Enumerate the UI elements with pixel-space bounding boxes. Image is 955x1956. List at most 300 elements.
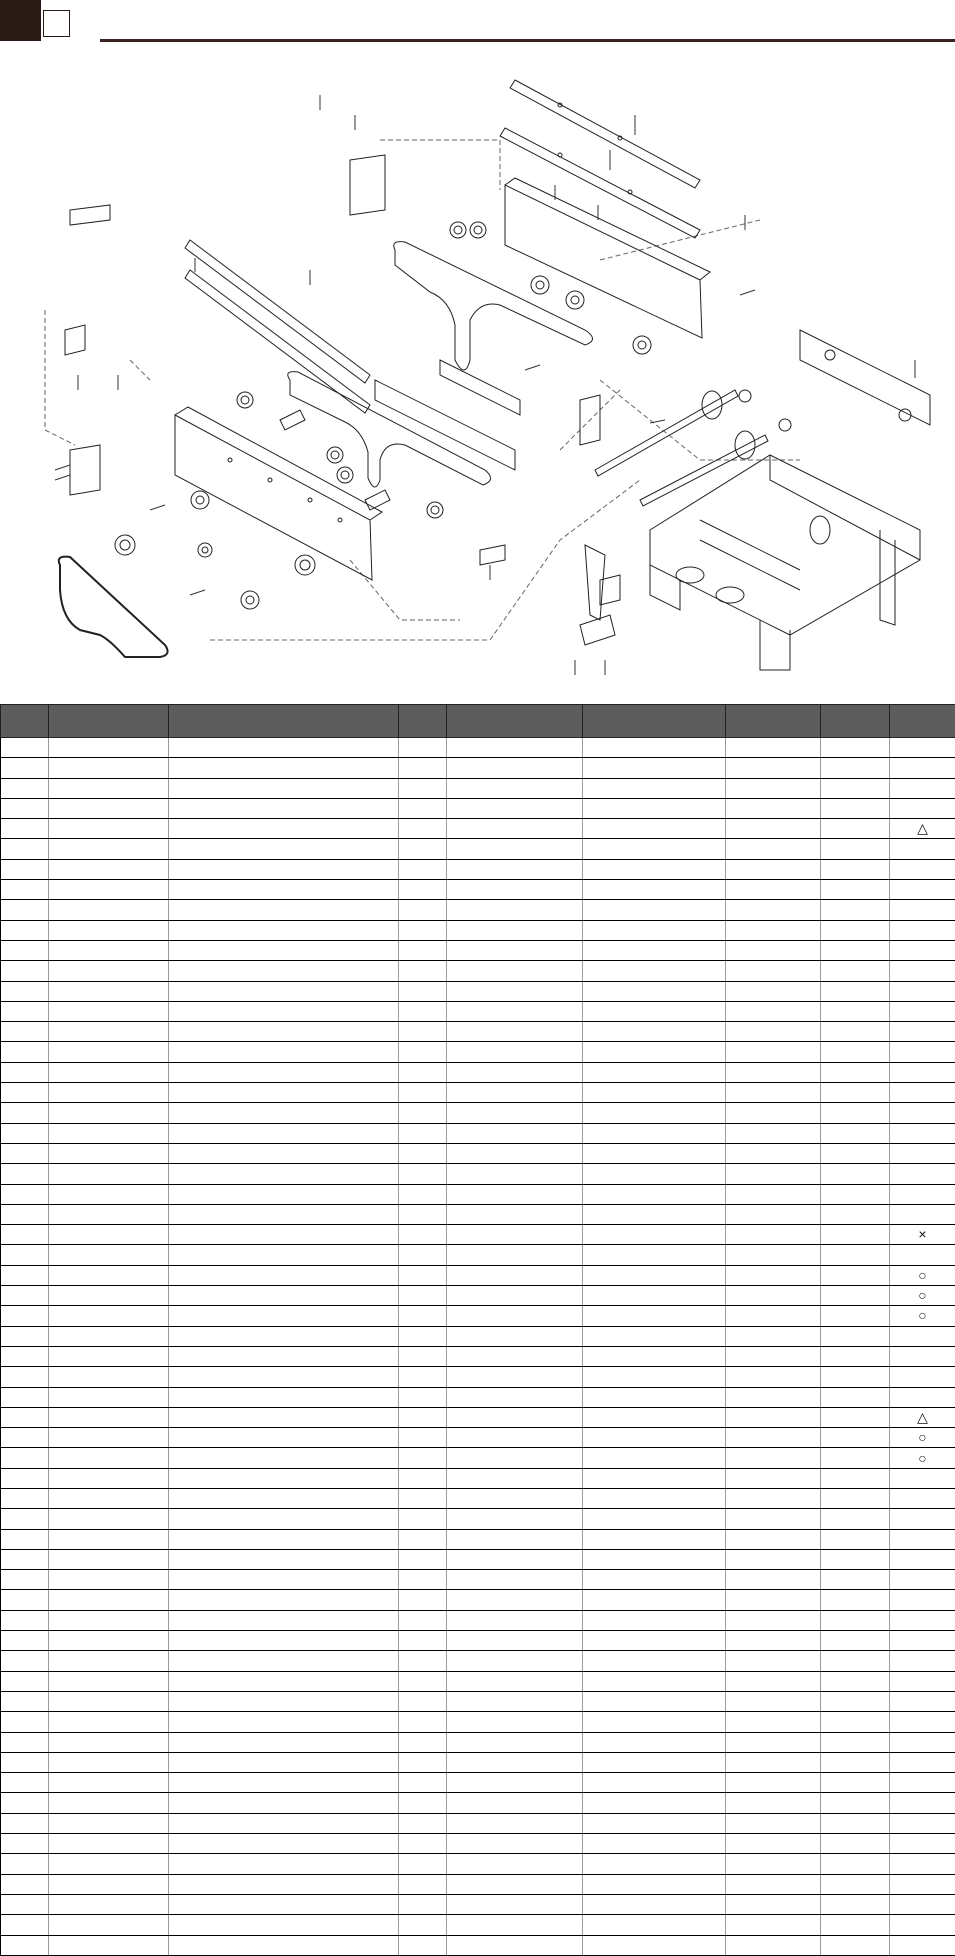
table-cell	[726, 920, 821, 940]
table-cell	[726, 1509, 821, 1529]
table-cell	[1, 738, 49, 758]
table-cell	[890, 1387, 955, 1407]
table-row	[1, 1854, 955, 1874]
table-cell	[49, 1286, 169, 1306]
table-cell	[169, 1326, 399, 1346]
column-header	[447, 705, 583, 738]
table-cell	[1, 981, 49, 1001]
table-cell	[399, 1164, 447, 1184]
table-cell	[821, 778, 890, 798]
table-cell	[49, 1631, 169, 1651]
table-cell	[399, 1509, 447, 1529]
table-cell	[49, 1468, 169, 1488]
table-cell	[49, 1874, 169, 1894]
table-cell	[399, 1407, 447, 1427]
table-row	[1, 1245, 955, 1265]
table-cell	[169, 1813, 399, 1833]
table-row	[1, 1509, 955, 1529]
table-cell	[169, 1549, 399, 1569]
table-cell	[821, 880, 890, 900]
table-cell	[821, 1103, 890, 1123]
table-cell	[583, 1346, 726, 1366]
table-cell	[726, 738, 821, 758]
table-row	[1, 1225, 955, 1245]
table-cell	[1, 1834, 49, 1854]
table-cell	[169, 1732, 399, 1752]
table-cell	[399, 1143, 447, 1163]
table-cell	[49, 1225, 169, 1245]
table-cell	[1, 1631, 49, 1651]
table-cell	[583, 1448, 726, 1468]
motor-mount-brackets	[65, 155, 620, 605]
table-cell	[447, 1509, 583, 1529]
table-cell	[49, 1407, 169, 1427]
table-cell	[890, 900, 955, 920]
table-cell	[1, 1083, 49, 1103]
table-row	[1, 1286, 955, 1306]
table-row	[1, 1488, 955, 1508]
table-cell	[726, 1712, 821, 1732]
exploded-parts-diagram	[0, 60, 955, 680]
table-cell	[399, 819, 447, 839]
table-cell	[1, 1367, 49, 1387]
header-rule	[100, 39, 955, 42]
table-cell	[890, 1326, 955, 1346]
table-cell	[726, 1529, 821, 1549]
table-cell	[447, 1428, 583, 1448]
table-cell	[821, 1265, 890, 1285]
table-cell	[583, 1143, 726, 1163]
table-cell	[399, 1570, 447, 1590]
table-cell	[169, 839, 399, 859]
table-cell	[169, 1184, 399, 1204]
table-cell	[447, 1732, 583, 1752]
table-cell	[169, 1773, 399, 1793]
table-cell	[583, 1286, 726, 1306]
table-cell	[49, 1813, 169, 1833]
table-cell	[726, 1691, 821, 1711]
table-cell	[583, 1184, 726, 1204]
table-cell	[169, 1346, 399, 1366]
table-cell	[447, 1691, 583, 1711]
table-cell	[583, 1326, 726, 1346]
table-cell	[583, 1123, 726, 1143]
table-cell	[49, 981, 169, 1001]
table-cell	[399, 1712, 447, 1732]
table-row	[1, 1123, 955, 1143]
table-cell	[821, 1915, 890, 1935]
table-cell	[890, 940, 955, 960]
table-cell	[49, 1204, 169, 1224]
table-cell	[399, 1367, 447, 1387]
rollers	[280, 410, 390, 510]
table-row	[1, 1631, 955, 1651]
table-cell	[447, 859, 583, 879]
table-cell	[399, 1103, 447, 1123]
table-cell	[583, 1265, 726, 1285]
table-cell	[821, 1712, 890, 1732]
table-cell	[447, 1306, 583, 1326]
table-cell	[1, 1245, 49, 1265]
table-cell	[399, 1286, 447, 1306]
table-cell	[821, 1387, 890, 1407]
table-cell	[1, 961, 49, 981]
table-cell	[1, 900, 49, 920]
table-cell	[49, 1894, 169, 1914]
table-cell	[821, 738, 890, 758]
column-header	[890, 705, 955, 738]
table-cell	[821, 1123, 890, 1143]
table-cell	[399, 900, 447, 920]
table-cell	[726, 778, 821, 798]
status-mark: ×	[918, 1226, 926, 1242]
table-cell	[399, 1123, 447, 1143]
table-cell	[447, 880, 583, 900]
table-row	[1, 1793, 955, 1813]
table-cell	[890, 1549, 955, 1569]
table-cell	[821, 1042, 890, 1062]
table-cell	[49, 1001, 169, 1021]
table-cell	[169, 1143, 399, 1163]
table-cell	[821, 859, 890, 879]
column-header	[726, 705, 821, 738]
table-cell	[890, 819, 955, 839]
table-cell	[821, 1671, 890, 1691]
table-cell	[447, 1001, 583, 1021]
table-cell	[726, 1793, 821, 1813]
table-cell	[447, 1022, 583, 1042]
table-cell	[447, 778, 583, 798]
table-cell	[890, 1306, 955, 1326]
table-row	[1, 839, 955, 859]
table-cell	[821, 1062, 890, 1082]
table-cell	[583, 1103, 726, 1123]
table-cell	[890, 1001, 955, 1021]
table-cell	[726, 1387, 821, 1407]
table-cell	[49, 798, 169, 818]
table-cell	[169, 1691, 399, 1711]
table-cell	[890, 1752, 955, 1772]
table-row	[1, 1184, 955, 1204]
table-cell	[399, 1001, 447, 1021]
table-cell	[447, 1874, 583, 1894]
table-cell	[890, 758, 955, 778]
table-cell	[399, 1935, 447, 1955]
table-cell	[821, 900, 890, 920]
table-cell	[49, 1691, 169, 1711]
table-cell	[49, 1448, 169, 1468]
table-row	[1, 1022, 955, 1042]
table-cell	[49, 1428, 169, 1448]
table-cell	[726, 940, 821, 960]
table-row	[1, 1894, 955, 1914]
table-cell	[1, 1184, 49, 1204]
table-cell	[447, 1570, 583, 1590]
table-cell	[821, 1631, 890, 1651]
table-cell	[49, 1854, 169, 1874]
table-cell	[169, 1935, 399, 1955]
table-cell	[169, 1752, 399, 1772]
table-cell	[821, 1691, 890, 1711]
table-cell	[583, 1631, 726, 1651]
left-guide-rails	[185, 240, 370, 413]
parts-table-body	[1, 738, 955, 1956]
table-cell	[1, 1874, 49, 1894]
table-cell	[1, 1610, 49, 1630]
table-cell	[399, 1225, 447, 1245]
table-cell	[1, 1813, 49, 1833]
table-row	[1, 819, 955, 839]
table-cell	[447, 1103, 583, 1123]
table-cell	[447, 1529, 583, 1549]
table-row	[1, 1549, 955, 1569]
table-cell	[49, 1570, 169, 1590]
table-cell	[399, 778, 447, 798]
status-mark: ○	[918, 1429, 926, 1445]
table-cell	[583, 1001, 726, 1021]
table-cell	[726, 1346, 821, 1366]
table-cell	[447, 1752, 583, 1772]
table-cell	[1, 1204, 49, 1224]
table-cell	[1, 1854, 49, 1874]
table-cell	[169, 940, 399, 960]
table-cell	[890, 1509, 955, 1529]
table-cell	[1, 940, 49, 960]
table-cell	[49, 1610, 169, 1630]
table-cell	[583, 798, 726, 818]
table-cell	[399, 1894, 447, 1914]
table-cell	[1, 798, 49, 818]
table-cell	[447, 1407, 583, 1427]
table-cell	[583, 1367, 726, 1387]
table-cell	[583, 1468, 726, 1488]
table-cell	[1, 1306, 49, 1326]
table-cell	[49, 1773, 169, 1793]
table-row	[1, 1367, 955, 1387]
table-cell	[399, 758, 447, 778]
table-cell	[399, 1813, 447, 1833]
table-cell	[1, 1022, 49, 1042]
table-cell	[821, 1286, 890, 1306]
table-cell	[447, 1184, 583, 1204]
table-cell	[169, 1834, 399, 1854]
table-cell	[726, 859, 821, 879]
table-cell	[726, 819, 821, 839]
table-cell	[399, 961, 447, 981]
table-cell	[399, 1671, 447, 1691]
table-cell	[1, 1671, 49, 1691]
table-row	[1, 738, 955, 758]
table-row	[1, 1610, 955, 1630]
table-cell	[447, 940, 583, 960]
table-cell	[447, 1083, 583, 1103]
table-cell	[169, 1529, 399, 1549]
table-cell	[726, 1265, 821, 1285]
table-cell	[49, 1935, 169, 1955]
table-cell	[49, 1245, 169, 1265]
table-cell	[890, 1143, 955, 1163]
table-row	[1, 1813, 955, 1833]
table-cell	[726, 1123, 821, 1143]
table-cell	[1, 1488, 49, 1508]
table-cell	[447, 1346, 583, 1366]
table-cell	[447, 1265, 583, 1285]
table-cell	[821, 1428, 890, 1448]
table-cell	[49, 1306, 169, 1326]
table-cell	[726, 961, 821, 981]
table-cell	[447, 1468, 583, 1488]
upper-timing-belt	[394, 242, 593, 370]
table-cell	[169, 1062, 399, 1082]
table-cell	[399, 798, 447, 818]
table-cell	[169, 1468, 399, 1488]
table-cell	[169, 819, 399, 839]
table-cell	[890, 1570, 955, 1590]
table-cell	[169, 1590, 399, 1610]
table-cell	[1, 880, 49, 900]
table-cell	[49, 1488, 169, 1508]
table-cell	[890, 1407, 955, 1427]
table-cell	[399, 859, 447, 879]
table-cell	[447, 1834, 583, 1854]
table-cell	[583, 1834, 726, 1854]
table-cell	[1, 1062, 49, 1082]
table-cell	[890, 798, 955, 818]
table-cell	[447, 738, 583, 758]
table-cell	[447, 1062, 583, 1082]
table-cell	[821, 819, 890, 839]
table-cell	[169, 1265, 399, 1285]
table-cell	[447, 1773, 583, 1793]
table-cell	[49, 1732, 169, 1752]
table-cell	[399, 738, 447, 758]
table-row	[1, 1428, 955, 1448]
table-cell	[169, 1570, 399, 1590]
table-cell	[583, 1915, 726, 1935]
table-cell	[821, 1164, 890, 1184]
table-cell	[583, 1651, 726, 1671]
table-cell	[821, 1610, 890, 1630]
table-cell	[49, 1164, 169, 1184]
table-cell	[821, 1874, 890, 1894]
table-cell	[169, 1204, 399, 1224]
table-cell	[447, 819, 583, 839]
table-cell	[169, 1387, 399, 1407]
table-cell	[890, 981, 955, 1001]
table-cell	[399, 1752, 447, 1772]
table-cell	[583, 1671, 726, 1691]
table-cell	[890, 1691, 955, 1711]
table-cell	[447, 1671, 583, 1691]
table-row	[1, 1834, 955, 1854]
table-cell	[399, 1834, 447, 1854]
table-cell	[890, 1854, 955, 1874]
table-cell	[821, 1529, 890, 1549]
table-cell	[821, 1488, 890, 1508]
table-cell	[1, 1103, 49, 1123]
table-cell	[726, 1428, 821, 1448]
table-cell	[583, 1245, 726, 1265]
table-row	[1, 1935, 955, 1955]
table-cell	[726, 1874, 821, 1894]
table-cell	[890, 1448, 955, 1468]
table-cell	[583, 1083, 726, 1103]
table-cell	[447, 920, 583, 940]
table-cell	[726, 1549, 821, 1569]
table-cell	[726, 1407, 821, 1427]
table-cell	[169, 981, 399, 1001]
table-cell	[49, 1651, 169, 1671]
table-cell	[49, 859, 169, 879]
table-cell	[583, 1813, 726, 1833]
table-cell	[821, 920, 890, 940]
table-cell	[447, 1915, 583, 1935]
table-cell	[399, 839, 447, 859]
table-cell	[399, 920, 447, 940]
table-cell	[583, 1204, 726, 1224]
table-row	[1, 1346, 955, 1366]
table-cell	[1, 1448, 49, 1468]
table-cell	[726, 1001, 821, 1021]
table-cell	[399, 1874, 447, 1894]
table-cell	[726, 1773, 821, 1793]
table-cell	[49, 1671, 169, 1691]
table-cell	[169, 1631, 399, 1651]
table-cell	[583, 1407, 726, 1427]
table-cell	[399, 1915, 447, 1935]
table-cell	[399, 1529, 447, 1549]
table-cell	[1, 1265, 49, 1285]
table-cell	[1, 920, 49, 940]
table-row	[1, 1083, 955, 1103]
table-cell	[1, 1123, 49, 1143]
table-cell	[1, 859, 49, 879]
table-cell	[169, 880, 399, 900]
table-cell	[1, 1773, 49, 1793]
table-cell	[447, 1610, 583, 1630]
table-cell	[1, 1164, 49, 1184]
table-cell	[890, 1894, 955, 1914]
table-cell	[583, 1691, 726, 1711]
table-cell	[1, 1509, 49, 1529]
table-cell	[821, 1834, 890, 1854]
table-row	[1, 1752, 955, 1772]
table-cell	[447, 961, 583, 981]
table-cell	[399, 1042, 447, 1062]
table-cell	[169, 1651, 399, 1671]
table-row	[1, 1143, 955, 1163]
column-header	[169, 705, 399, 738]
table-cell	[49, 880, 169, 900]
table-cell	[49, 900, 169, 920]
table-cell	[447, 1286, 583, 1306]
table-cell	[821, 1306, 890, 1326]
table-cell	[583, 1225, 726, 1245]
table-cell	[49, 940, 169, 960]
table-cell	[583, 1042, 726, 1062]
table-cell	[1, 1570, 49, 1590]
table-cell	[583, 1935, 726, 1955]
table-cell	[583, 920, 726, 940]
table-cell	[399, 1022, 447, 1042]
table-cell	[890, 1428, 955, 1448]
table-cell	[890, 1590, 955, 1610]
table-cell	[49, 1022, 169, 1042]
table-cell	[49, 819, 169, 839]
table-cell	[890, 1732, 955, 1752]
table-cell	[169, 1001, 399, 1021]
table-row	[1, 1062, 955, 1082]
